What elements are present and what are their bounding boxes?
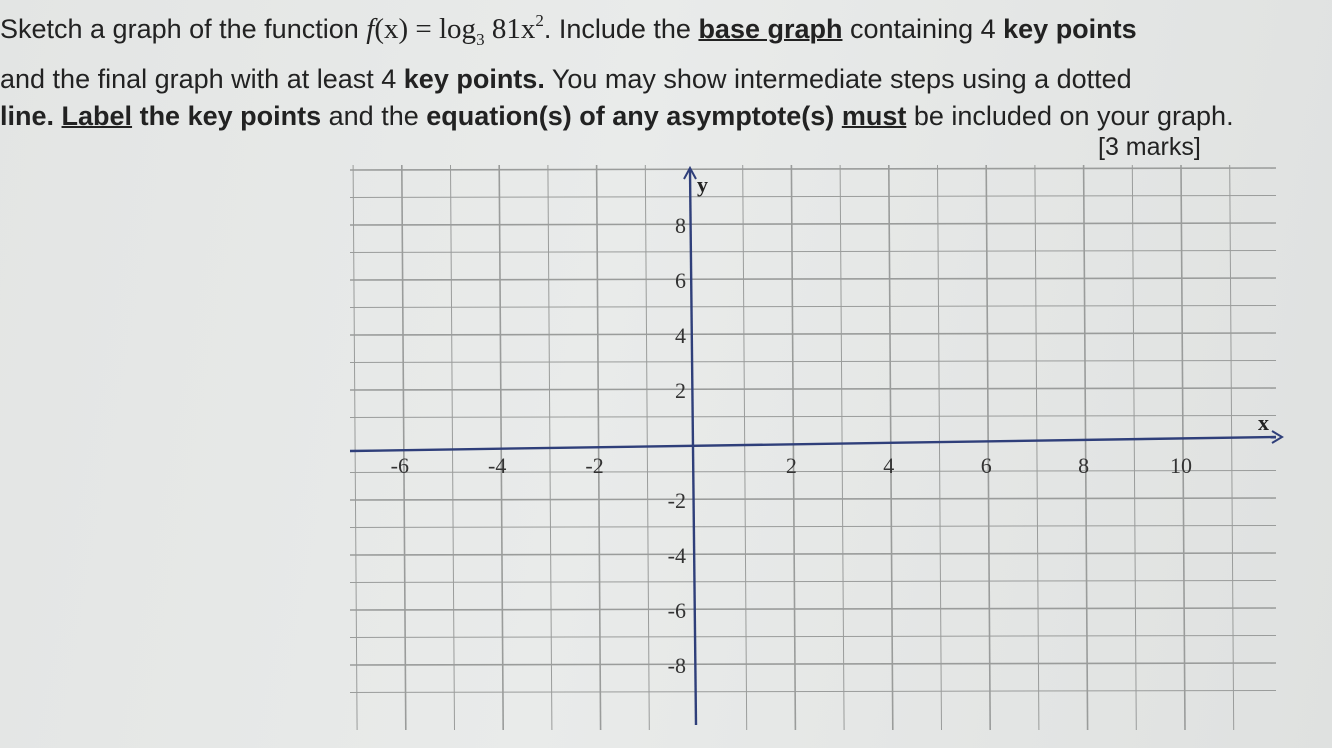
y-tick-label: -2 (667, 488, 686, 513)
grid-line-vertical (840, 165, 844, 730)
grid-line-horizontal (350, 498, 1276, 500)
grid-line-horizontal (350, 196, 1276, 198)
y-tick-label: 6 (675, 268, 686, 293)
y-axis-label: y (697, 172, 708, 197)
x-axis-label: x (1258, 410, 1269, 435)
y-tick-label: 8 (675, 213, 686, 238)
grid-line-horizontal (350, 278, 1276, 280)
grid-line-horizontal (350, 251, 1276, 253)
x-tick-label: -6 (390, 453, 409, 478)
label-emphasis: Label (61, 101, 133, 131)
grid-line-vertical (889, 165, 893, 730)
y-axis (690, 170, 696, 725)
x-tick-label: 8 (1078, 453, 1090, 478)
grid-line-horizontal (350, 306, 1276, 308)
grid-line-horizontal (350, 333, 1276, 335)
grid-line-horizontal (350, 361, 1276, 363)
grid-line-vertical (743, 165, 747, 730)
x-tick-label: -4 (488, 453, 507, 478)
grid-line-horizontal (350, 553, 1276, 555)
function-expression: $f(x) = \log_3 81x^2$ (366, 11, 544, 49)
question-line-3: line. Label the key points and the equation(s) of any asymptote(s) must be included on your graph. (0, 101, 1234, 131)
grid-line-vertical (451, 165, 455, 730)
marks-label: [3 marks] (1098, 133, 1201, 161)
y-tick-label: -4 (667, 543, 686, 568)
grid-line-vertical (1181, 165, 1185, 730)
must-emphasis: must (841, 101, 907, 131)
x-tick-label: 2 (785, 453, 797, 478)
key-points-emphasis: key points (1003, 14, 1137, 44)
base-graph-emphasis: base graph (698, 14, 843, 44)
question-line-2: and the final graph with at least 4 key points. You may show intermediate steps using a dotted (0, 64, 1132, 94)
y-tick-label: 4 (675, 323, 686, 348)
x-tick-label: 4 (883, 453, 895, 478)
grid-line-vertical (1230, 165, 1234, 730)
grid-line-vertical (402, 165, 406, 730)
grid-line-vertical (1035, 165, 1039, 730)
grid-line-horizontal (350, 388, 1276, 390)
grid-line-vertical (986, 165, 990, 730)
x-axis (350, 437, 1276, 451)
grid-line-horizontal (350, 416, 1276, 418)
question-text-1a: Sketch a graph of the function (0, 14, 359, 44)
x-tick-label: -2 (585, 453, 604, 478)
grid-line-horizontal (350, 691, 1276, 693)
y-tick-label: 2 (675, 378, 686, 403)
y-tick-label: -8 (667, 653, 686, 678)
x-tick-label: 6 (980, 453, 992, 478)
grid-line-horizontal (350, 581, 1276, 583)
x-tick-label: 10 (1170, 453, 1192, 478)
grid-line-horizontal (350, 223, 1276, 225)
grid-line-vertical (938, 165, 942, 730)
grid-line-vertical (1132, 165, 1136, 730)
grid-line-horizontal (350, 663, 1276, 665)
question-line-1: Sketch a graph of the function $f(x) = \log_3 81x^2$. Include the base graph containing 4 key points (0, 11, 1137, 49)
grid-line-horizontal (350, 608, 1276, 610)
grid-line-horizontal (350, 636, 1276, 638)
grid-line-horizontal (350, 526, 1276, 528)
grid-line-vertical (1084, 165, 1088, 730)
grid-line-vertical (791, 165, 795, 730)
grid-line-horizontal (350, 168, 1276, 170)
grid-line-vertical (353, 165, 357, 730)
y-tick-label: -6 (667, 598, 686, 623)
